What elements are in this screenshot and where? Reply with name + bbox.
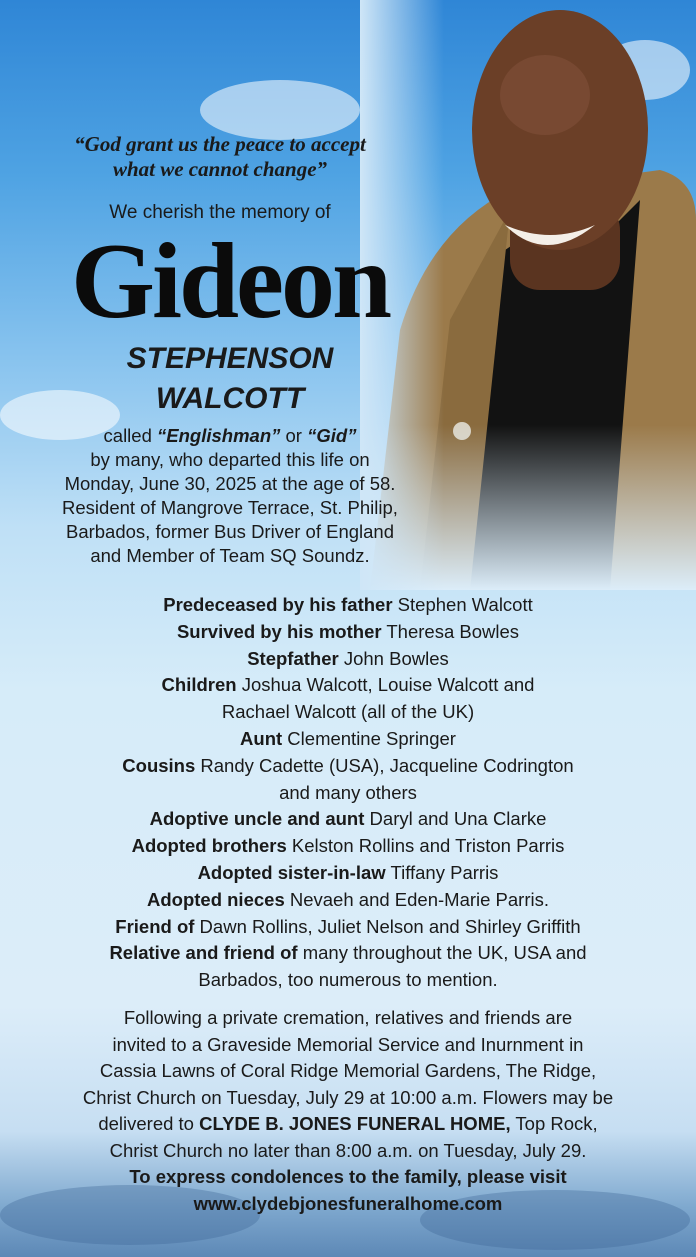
text: called [103,425,158,446]
family-line [0,967,696,994]
family-line [0,940,696,967]
family-line [0,780,696,807]
intro-text: We cherish the memory of [109,202,331,223]
relation-names: Clementine Springer [282,727,456,749]
service-line: Christ Church on Tuesday, July 29 at 10:00 a.m. Flowers may be [82,1086,614,1108]
relation-names: Joshua Walcott, Louise Walcott and [236,674,535,696]
family-line [0,806,696,833]
middle-name: STEPHENSON [126,342,334,375]
relation-names: Daryl and Una Clarke [364,808,547,830]
quote [20,132,420,182]
relation-names: many throughout the UK, USA and [297,942,587,964]
text: Top Rock, [510,1113,598,1134]
nickname: “Gid” [307,425,357,446]
relation-label: Adopted brothers [131,835,287,857]
service-line: Cassia Lawns of Coral Ridge Memorial Gardens, The Ridge, [99,1060,597,1081]
family-line [0,672,696,699]
family-list [0,592,696,994]
relation-label: Relative and friend of [109,942,298,964]
family-line [0,833,696,860]
website-link[interactable]: www.clydebjonesfuneralhome.com [193,1192,503,1214]
service-line [0,1111,696,1138]
family-line [0,646,696,673]
relation-names: and many others [279,781,417,803]
text: or [280,425,308,446]
relation-names: John Bowles [338,647,449,669]
relation-names: Rachael Walcott (all of the UK) [221,701,475,723]
quote-line: what we cannot change” [112,157,328,181]
family-line [0,860,696,887]
family-line [0,887,696,914]
relation-names: Tiffany Parris [385,861,499,883]
bio-line: Barbados, former Bus Driver of England [65,521,394,542]
family-line [0,914,696,941]
nickname-line [20,424,440,448]
relation-names: Theresa Bowles [381,620,520,642]
relation-label: Adopted nieces [146,888,285,910]
relation-names: Nevaeh and Eden-Marie Parris. [284,888,550,910]
service-line: invited to a Graveside Memorial Service and Inurnment in [112,1033,584,1055]
nickname: “Englishman” [157,425,281,446]
relation-label: Survived by his mother [176,620,382,642]
quote-line: “God grant us the peace to accept [74,132,366,156]
relation-label: Adoptive uncle and aunt [149,808,365,830]
relation-label: Adopted sister-in-law [197,861,386,883]
relation-label: Stepfather [247,647,339,669]
relation-label: Cousins [122,754,196,776]
family-line [0,592,696,619]
funeral-home-name: CLYDE B. JONES FUNERAL HOME, [199,1113,511,1134]
relation-names: Stephen Walcott [392,594,533,615]
relation-names: Barbados, too numerous to mention. [198,969,498,991]
family-line [0,699,696,726]
family-line [0,753,696,780]
service-line: Following a private cremation, relatives and friends are [123,1007,573,1028]
bio-line: and Member of Team SQ Soundz. [90,545,370,566]
relation-names: Dawn Rollins, Juliet Nelson and Shirley Griffith [194,915,581,937]
bio-line: Resident of Mangrove Terrace, St. Philip, [62,497,398,518]
bio-line: by many, who departed this life on [90,449,370,470]
family-line [0,726,696,753]
cloud [200,80,360,140]
relation-names: Kelston Rollins and Triston Parris [286,835,565,857]
service-details [0,1005,696,1217]
biography [20,424,440,568]
text: delivered to [98,1113,200,1134]
bio-line: Monday, June 30, 2025 at the age of 58. [64,473,396,494]
relation-label: Aunt [240,727,283,749]
relation-label: Predeceased by his father [163,594,393,615]
service-line: Christ Church no later than 8:00 a.m. on Tuesday, July 29. [109,1139,587,1161]
last-name: WALCOTT [155,382,305,415]
relation-label: Children [161,674,237,696]
relation-names: Randy Cadette (USA), Jacqueline Codrington [195,754,574,776]
first-name: Gideon [70,222,390,341]
relation-label: Friend of [115,915,195,937]
family-line [0,619,696,646]
condolence-text: To express condolences to the family, please visit [129,1166,567,1187]
